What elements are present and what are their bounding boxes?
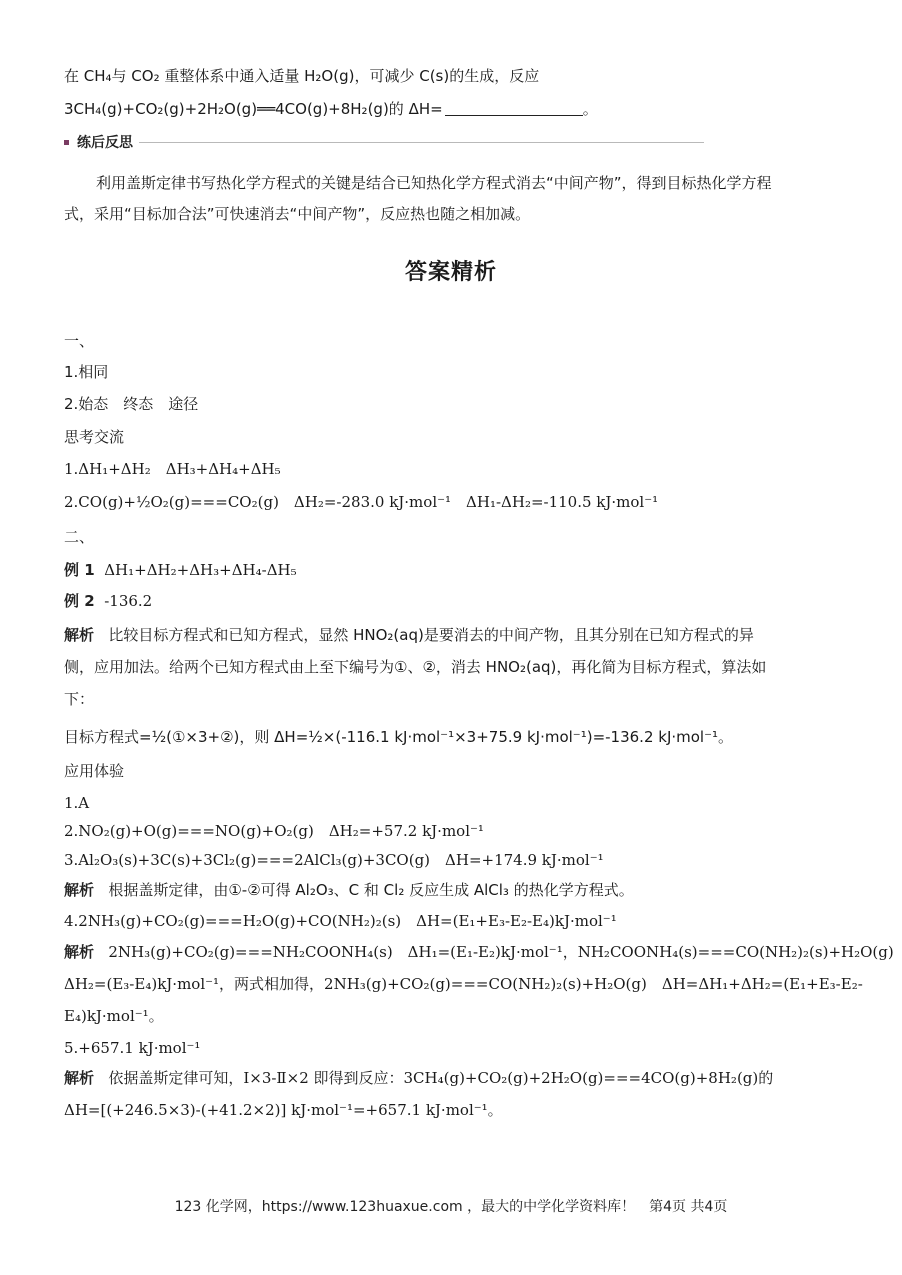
apply-analysis-5-line-1 [64,1068,838,1088]
answers-title: 答案精析 [404,260,497,285]
apply-analysis-4-line-2: ΔH₂=(E₃-E₄)kJ·mol⁻¹，两式相加得，2NH₃(g)+CO₂(g)===CO(NH₂)₂(s)+H₂O(g) ΔH=ΔH₁+ΔH₂=(E₁+E₃-E₂- [64,975,863,993]
apply-answer-3: 3.Al₂O₃(s)+3C(s)+3Cl₂(g)===2AlCl₃(g)+3CO(g) ΔH=+174.9 kJ·mol⁻¹ [64,851,604,869]
apply-answer-2: 2.NO₂(g)+O(g)===NO(g)+O₂(g) ΔH₂=+57.2 kJ·mol⁻¹ [64,822,484,840]
apply-analysis-4-line-1 [64,942,894,962]
analysis-1-text-a: 比较目标方程式和已知方程式，显然 HNO₂(aq)是要消去的中间产物，且其分别在已知方程式的异 [108,626,754,644]
apply-analysis-3 [64,880,838,900]
page-footer: 123 化学网，https://www.123huaxue.com ，最大的中学化学资料库！ 第4页 共4页 [174,1199,728,1215]
think-heading: 思考交流 [64,428,125,446]
apply-heading: 应用体验 [64,762,125,780]
example-2-text: -136.2 [104,592,153,610]
apply-analysis-5-text-1: 依据盖斯定律可知，Ⅰ×3-Ⅱ×2 即得到反应：3CH₄(g)+CO₂(g)+2H₂O(g)===4CO(g)+8H₂(g)的 [108,1069,774,1087]
question-line-end: 。 [582,100,598,118]
apply-answer-5: 5.+657.1 kJ·mol⁻¹ [64,1039,201,1057]
analysis-1-line-2: 侧，应用加法。给两个已知方程式由上至下编号为①、②，消去 HNO₂(aq)，再化简为目标方程式，算法如 [64,658,767,676]
reflection-header [64,132,704,152]
apply-analysis-3-text: 根据盖斯定律，由①-②可得 Al₂O₃、C 和 Cl₂ 反应生成 AlCl₃ 的热化学方程式。 [108,881,634,899]
think-answer-1: 1.ΔH₁+ΔH₂ ΔH₃+ΔH₄+ΔH₅ [64,460,281,478]
answer-2: 2.始态 终态 途径 [64,395,199,413]
section-two-heading: 二、 [64,528,95,546]
apply-analysis-4-line-3: E₄)kJ·mol⁻¹。 [64,1007,164,1025]
reflection-title: 练后反思 [77,135,133,151]
answer-1: 1.相同 [64,363,109,381]
apply-analysis-4-text-1: 2NH₃(g)+CO₂(g)===NH₂COONH₄(s) ΔH₁=(E₁-E₂)kJ·mol⁻¹，NH₂COONH₄(s)===CO(NH₂)₂(s)+H₂O(g) [108,943,894,961]
analysis-label: 解析 [64,943,95,961]
question-line-2 [64,99,838,119]
analysis-1-line-3: 下： [64,690,95,708]
apply-analysis-5-line-2: ΔH=[(+246.5×3)-(+41.2×2)] kJ·mol⁻¹=+657.1 kJ·mol⁻¹。 [64,1101,503,1119]
example-2 [64,591,838,611]
analysis-1-line-1 [64,625,838,645]
reflection-paragraph-2: 式，采用“目标加合法”可快速消去“中间产物”，反应热也随之相加减。 [64,205,531,223]
analysis-label: 解析 [64,626,95,644]
section-one-heading: 一、 [64,332,95,350]
example-1-label: 例 1 [64,561,95,579]
apply-answer-4: 4.2NH₃(g)+CO₂(g)===H₂O(g)+CO(NH₂)₂(s) ΔH=(E₁+E₃-E₂-E₄)kJ·mol⁻¹ [64,912,617,930]
answer-blank [445,101,583,116]
header-rule [139,142,704,143]
analysis-label: 解析 [64,881,95,899]
question-equation: 3CH₄(g)+CO₂(g)+2H₂O(g)══4CO(g)+8H₂(g)的 ΔH= [64,100,443,118]
square-bullet-icon [64,140,69,145]
question-line-1: 在 CH₄与 CO₂ 重整体系中通入适量 H₂O(g)，可减少 C(s)的生成，反应 [64,67,540,85]
analysis-1-line-4: 目标方程式=½(①×3+②)，则 ΔH=½×(-116.1 kJ·mol⁻¹×3+75.9 kJ·mol⁻¹)=-136.2 kJ·mol⁻¹。 [64,728,734,746]
example-1 [64,560,838,580]
example-1-text: ΔH₁+ΔH₂+ΔH₃+ΔH₄-ΔH₅ [104,561,297,579]
think-answer-2: 2.CO(g)+½O₂(g)===CO₂(g) ΔH₂=-283.0 kJ·mol⁻¹ ΔH₁-ΔH₂=-110.5 kJ·mol⁻¹ [64,493,659,511]
apply-answer-1: 1.A [64,794,90,812]
analysis-label: 解析 [64,1069,95,1087]
reflection-paragraph-1: 利用盖斯定律书写热化学方程式的关键是结合已知热化学方程式消去“中间产物”，得到目标热化学方程 [96,174,772,192]
example-2-label: 例 2 [64,592,95,610]
